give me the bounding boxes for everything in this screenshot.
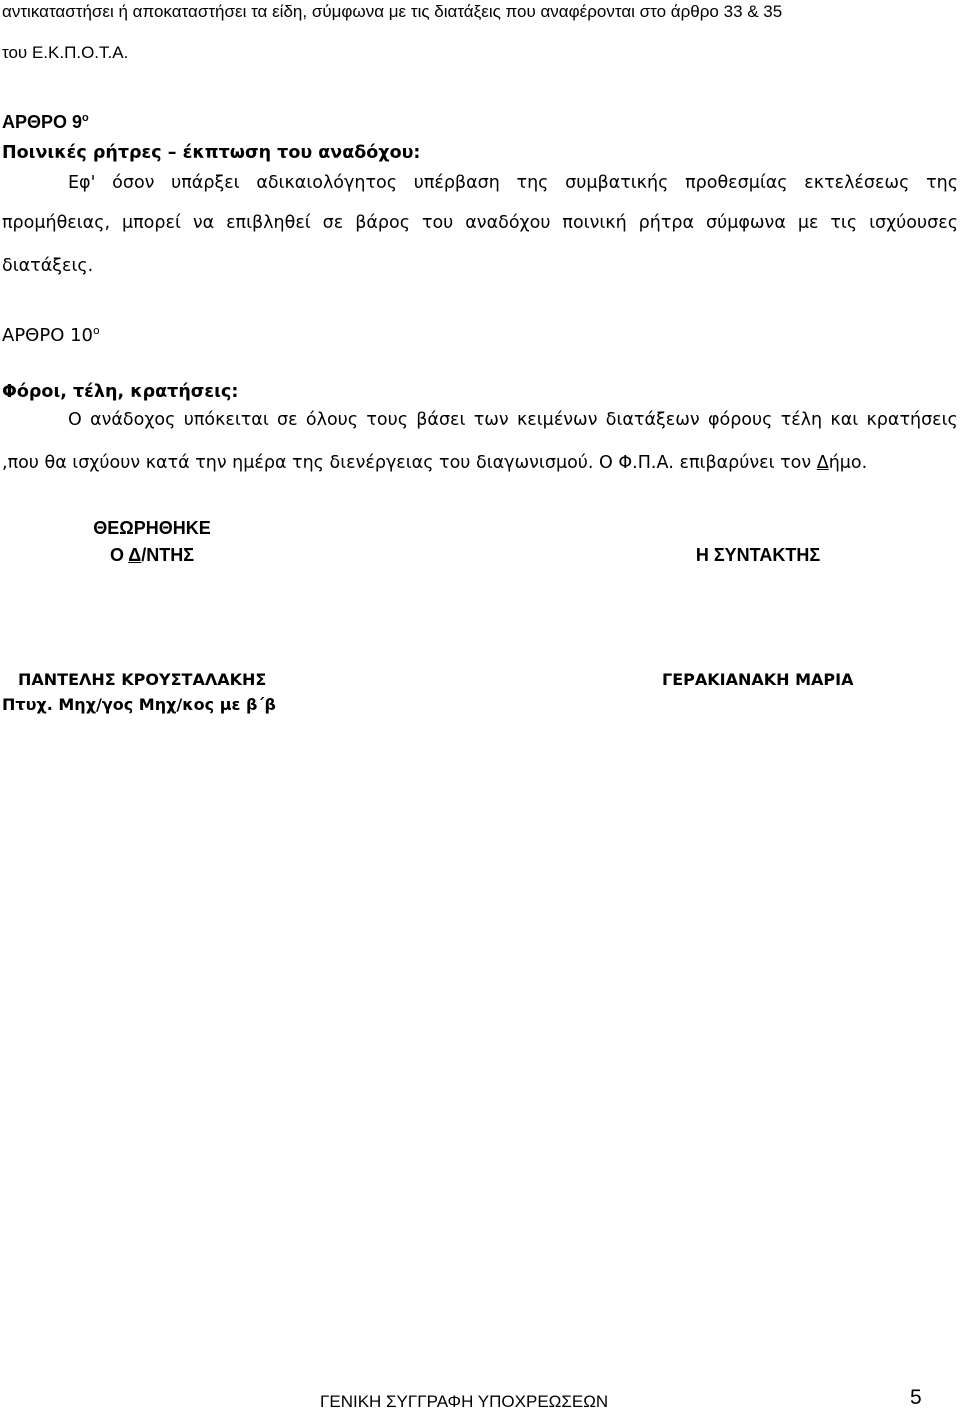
word: σε (277, 410, 298, 430)
article-10-heading: ΑΡΘΡΟ $10^o$ (2, 324, 100, 346)
word: Ο (68, 410, 82, 430)
word: ισχύουσες (869, 213, 958, 233)
article-10-line-2: ,που θα ισχύουν κατά την ημέρα της διενέργειας του διαγωνισμού. Ο Φ.Π.Α. επιβαρύνει τον Δήμο. (2, 453, 868, 473)
word: κειμένων (516, 410, 598, 430)
word: ποινική (562, 213, 627, 233)
article-9-line-3: διατάξεις. (2, 256, 94, 276)
word: βάσει (416, 410, 466, 430)
word: μπορεί (122, 213, 181, 233)
word: Εφ' (68, 173, 96, 193)
word: αναδόχου (465, 213, 551, 233)
word: του (421, 213, 454, 233)
word: σύμφωνα (706, 213, 786, 233)
left-signatory-name: ΠΑΝΤΕΛΗΣ ΚΡΟΥΣΤΑΛΑΚΗΣ (18, 670, 267, 689)
intro-line-1: αντικαταστήσει ή αποκαταστήσει τα είδη, σύμφωνα με τις διατάξεις που αναφέρονται στο άρθρο 33 & 35 (2, 2, 783, 21)
word: όσον (112, 173, 155, 193)
article-9-heading: ΑΡΘΡΟ $9^o$ (2, 112, 89, 132)
article-10-line-1 (68, 410, 958, 430)
word: αδικαιολόγητος (256, 173, 397, 193)
word: συμβατικής (565, 173, 669, 193)
page-number: 5 (910, 1386, 922, 1409)
ordinal-sup: ο (92, 324, 100, 337)
word: σε (322, 213, 344, 233)
word: ρήτρα (638, 213, 695, 233)
word: προθεσμίας (685, 173, 788, 193)
word: βάρος (355, 213, 410, 233)
word: ανάδοχος (90, 410, 176, 430)
word: επιβληθεί (226, 213, 311, 233)
word: εκτελέσεως (804, 173, 910, 193)
footer-title: ΓΕΝΙΚΗ ΣΥΓΓΡΑΦΗ ΥΠΟΧΡΕΩΣΕΩΝ (320, 1392, 609, 1411)
approved-label: ΘΕΩΡΗΘΗΚΕ (93, 518, 211, 538)
ordinal-sup: ο (82, 112, 89, 124)
article-10-subtitle: Φόροι, τέλη, κρατήσεις: (2, 382, 239, 402)
intro-line-2: του Ε.Κ.Π.Ο.Τ.Α. (2, 43, 129, 62)
mayor-title: Ο Δ/ΝΤΗΣ (109, 545, 195, 565)
word: κρατήσεις (866, 410, 958, 430)
article-9-line-2 (2, 213, 958, 233)
word: υπέρβαση (413, 173, 500, 193)
word: υπόκειται (183, 410, 269, 430)
word: διατάξεων (605, 410, 700, 430)
right-signatory-name: ΓΕΡΑΚΙΑΝΑΚΗ ΜΑΡΙΑ (662, 670, 854, 689)
author-title: Η ΣΥΝΤΑΚΤΗΣ (695, 545, 821, 565)
article-9-subtitle: Ποινικές ρήτρες – έκπτωση του αναδόχου: (2, 143, 421, 163)
word: υπάρξει (171, 173, 240, 193)
word: να (192, 213, 215, 233)
word: και (830, 410, 859, 430)
word: φόρους (707, 410, 773, 430)
word: τις (830, 213, 858, 233)
word: προμήθειας, (2, 213, 111, 233)
word: τους (366, 410, 408, 430)
article-9-line-1 (68, 173, 958, 193)
word: όλους (305, 410, 359, 430)
word: των (473, 410, 509, 430)
word: με (797, 213, 819, 233)
left-signatory-qualification: Πτυχ. Μηχ/γος Μηχ/κος με β΄β (2, 695, 276, 714)
word: τέλη (780, 410, 823, 430)
word: της (516, 173, 549, 193)
word: της (926, 173, 958, 193)
